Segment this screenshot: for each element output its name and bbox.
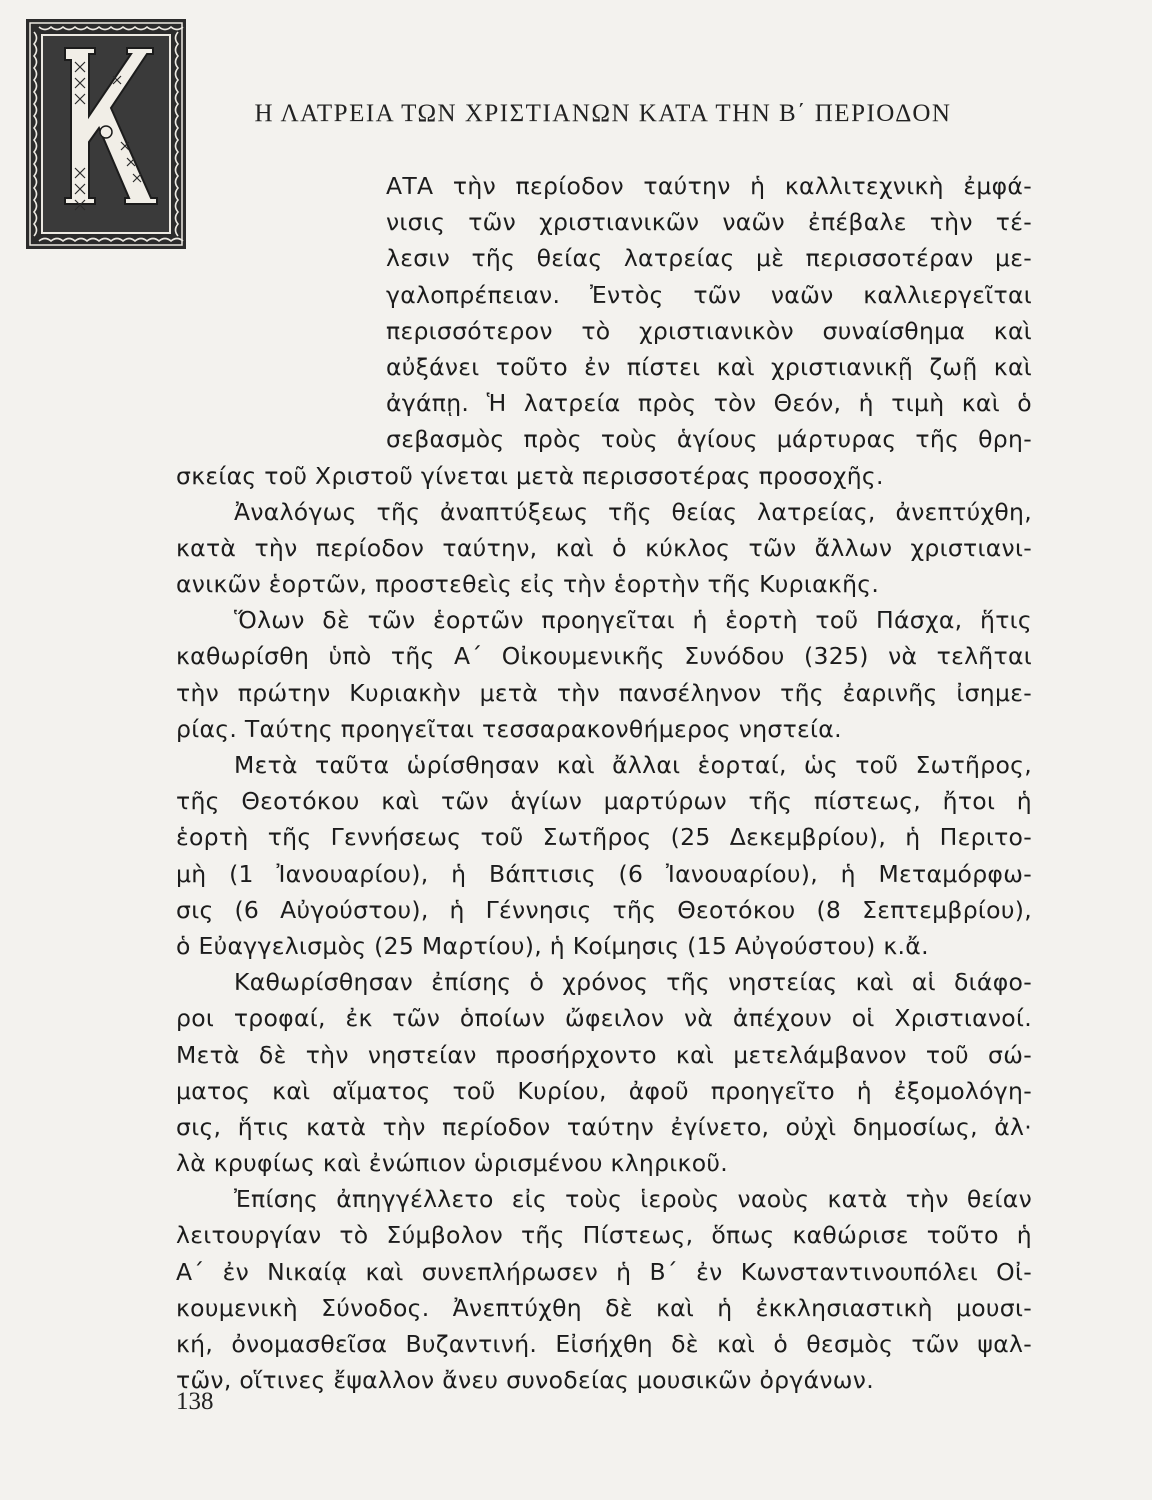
text-line: λὰ κρυφίως καὶ ἐνώπιον ὡρισμένου κληρικοῦ. (176, 1149, 729, 1178)
text-line: αὐξάνει τοῦτο ἐν πίστει καὶ χριστιανικῇ ζωῇ καὶ (386, 352, 1032, 381)
text-line: Α΄ ἐν Νικαίᾳ καὶ συνεπλήρωσεν ἡ Β΄ ἐν Κωνσταντινουπόλει Οἰ- (176, 1257, 1032, 1286)
text-line: κουμενικὴ Σύνοδος. Ἀνεπτύχθη δὲ καὶ ἡ ἐκκλησιαστικὴ μουσι- (176, 1293, 1032, 1322)
text-line: Μετὰ ταῦτα ὡρίσθησαν καὶ ἄλλαι ἑορταί, ὡς τοῦ Σωτῆρος, (234, 751, 1032, 779)
ornamental-initial-k (25, 18, 187, 250)
text-line: ανικῶν ἑορτῶν, προστεθεὶς εἰς τὴν ἑορτὴν τῆς Κυριακῆς. (176, 570, 880, 599)
text-line: σις, ἥτις κατὰ τὴν περίοδον ταύτην ἐγίνετο, οὐχὶ δημοσίως, ἀλ· (176, 1112, 1032, 1141)
text-line: Μετὰ δὲ τὴν νηστείαν προσήρχοντο καὶ μετελάμβανον τοῦ σώ- (176, 1040, 1032, 1069)
text-line: σκείας τοῦ Χριστοῦ γίνεται μετὰ περισσοτέρας προσοχῆς. (176, 461, 884, 490)
text-line: Ἀναλόγως τῆς ἀναπτύξεως τῆς θείας λατρείας, ἀνεπτύχθη, (234, 497, 1032, 526)
text-line: μὴ (1 Ἰανουαρίου), ἡ Βάπτισις (6 Ἰανουαρίου), ἡ Μεταμόρφω- (176, 859, 1032, 888)
running-title: Η ΛΑΤΡΕΙΑ ΤΩΝ ΧΡΙΣΤΙΑΝΩΝ ΚΑΤΑ ΤΗΝ Β΄ ΠΕΡΙΟΔΟΝ (254, 100, 952, 127)
text-line: νισις τῶν χριστιανικῶν ναῶν ἐπέβαλε τὴν τέ- (386, 208, 1032, 237)
text-line: περισσότερον τὸ χριστιανικὸν συναίσθημα καὶ (386, 316, 1032, 345)
text-line: ροι τροφαί, ἐκ τῶν ὁποίων ὤφειλον νὰ ἀπέχουν οἱ Χριστιανοί. (176, 1004, 1032, 1033)
text-line: λεσιν τῆς θείας λατρείας μὲ περισσοτέραν με- (386, 244, 1032, 273)
text-line: ἀγάπῃ. Ἡ λατρεία πρὸς τὸν Θεόν, ἡ τιμὴ καὶ ὁ (386, 389, 1032, 418)
text-line: σις (6 Αὐγούστου), ἡ Γέννησις τῆς Θεοτόκου (8 Σεπτεμβρίου), (176, 895, 1032, 924)
text-line: ΑΤΑ τὴν περίοδον ταύτην ἡ καλλιτεχνικὴ ἐμφά- (386, 172, 1032, 200)
text-line: Καθωρίσθησαν ἐπίσης ὁ χρόνος τῆς νηστείας καὶ αἱ διάφο- (234, 968, 1032, 997)
text-line: τῆς Θεοτόκου καὶ τῶν ἁγίων μαρτύρων τῆς πίστεως, ἤτοι ἡ (176, 787, 1032, 816)
text-line: ἑορτὴ τῆς Γεννήσεως τοῦ Σωτῆρος (25 Δεκεμβρίου), ἡ Περιτο- (176, 823, 1032, 852)
text-line: ὁ Εὐαγγελισμὸς (25 Μαρτίου), ἡ Κοίμησις (15 Αὐγούστου) κ.ἄ. (176, 931, 929, 960)
text-line: ματος καὶ αἵματος τοῦ Κυρίου, ἀφοῦ προηγεῖτο ἡ ἐξομολόγη- (176, 1076, 1032, 1105)
text-line: γαλοπρέπειαν. Ἐντὸς τῶν ναῶν καλλιεργεῖται (386, 280, 1032, 309)
main-text (176, 168, 1032, 1398)
text-line: σεβασμὸς πρὸς τοὺς ἁγίους μάρτυρας τῆς θρη- (386, 425, 1032, 454)
page-number: 138 (176, 1388, 214, 1415)
text-line: ρίας. Ταύτης προηγεῖται τεσσαρακονθήμερος νηστεία. (176, 714, 842, 743)
text-line: κή, ὀνομασθεῖσα Βυζαντινή. Εἰσήχθη δὲ καὶ ὁ θεσμὸς τῶν ψαλ- (176, 1330, 1032, 1358)
text-line: τῶν, οἵτινες ἔψαλλον ἄνευ συνοδείας μουσικῶν ὀργάνων. (176, 1366, 874, 1395)
text-line: τὴν πρώτην Κυριακὴν μετὰ τὴν πανσέληνον τῆς ἐαρινῆς ἰσημε- (176, 678, 1032, 707)
text-line: λειτουργίαν τὸ Σύμβολον τῆς Πίστεως, ὅπως καθώρισε τοῦτο ἡ (176, 1221, 1032, 1250)
text-line: κατὰ τὴν περίοδον ταύτην, καὶ ὁ κύκλος τῶν ἄλλων χριστιανι- (176, 533, 1032, 562)
text-line: καθωρίσθη ὑπὸ τῆς Α΄ Οἰκουμενικῆς Συνόδου (325) νὰ τελῆται (176, 642, 1032, 671)
text-line: Ἐπίσης ἀπηγγέλλετο εἰς τοὺς ἱεροὺς ναοὺς κατὰ τὴν θείαν (234, 1185, 1032, 1214)
text-line: Ὅλων δὲ τῶν ἑορτῶν προηγεῖται ἡ ἑορτὴ τοῦ Πάσχα, ἥτις (234, 606, 1032, 635)
